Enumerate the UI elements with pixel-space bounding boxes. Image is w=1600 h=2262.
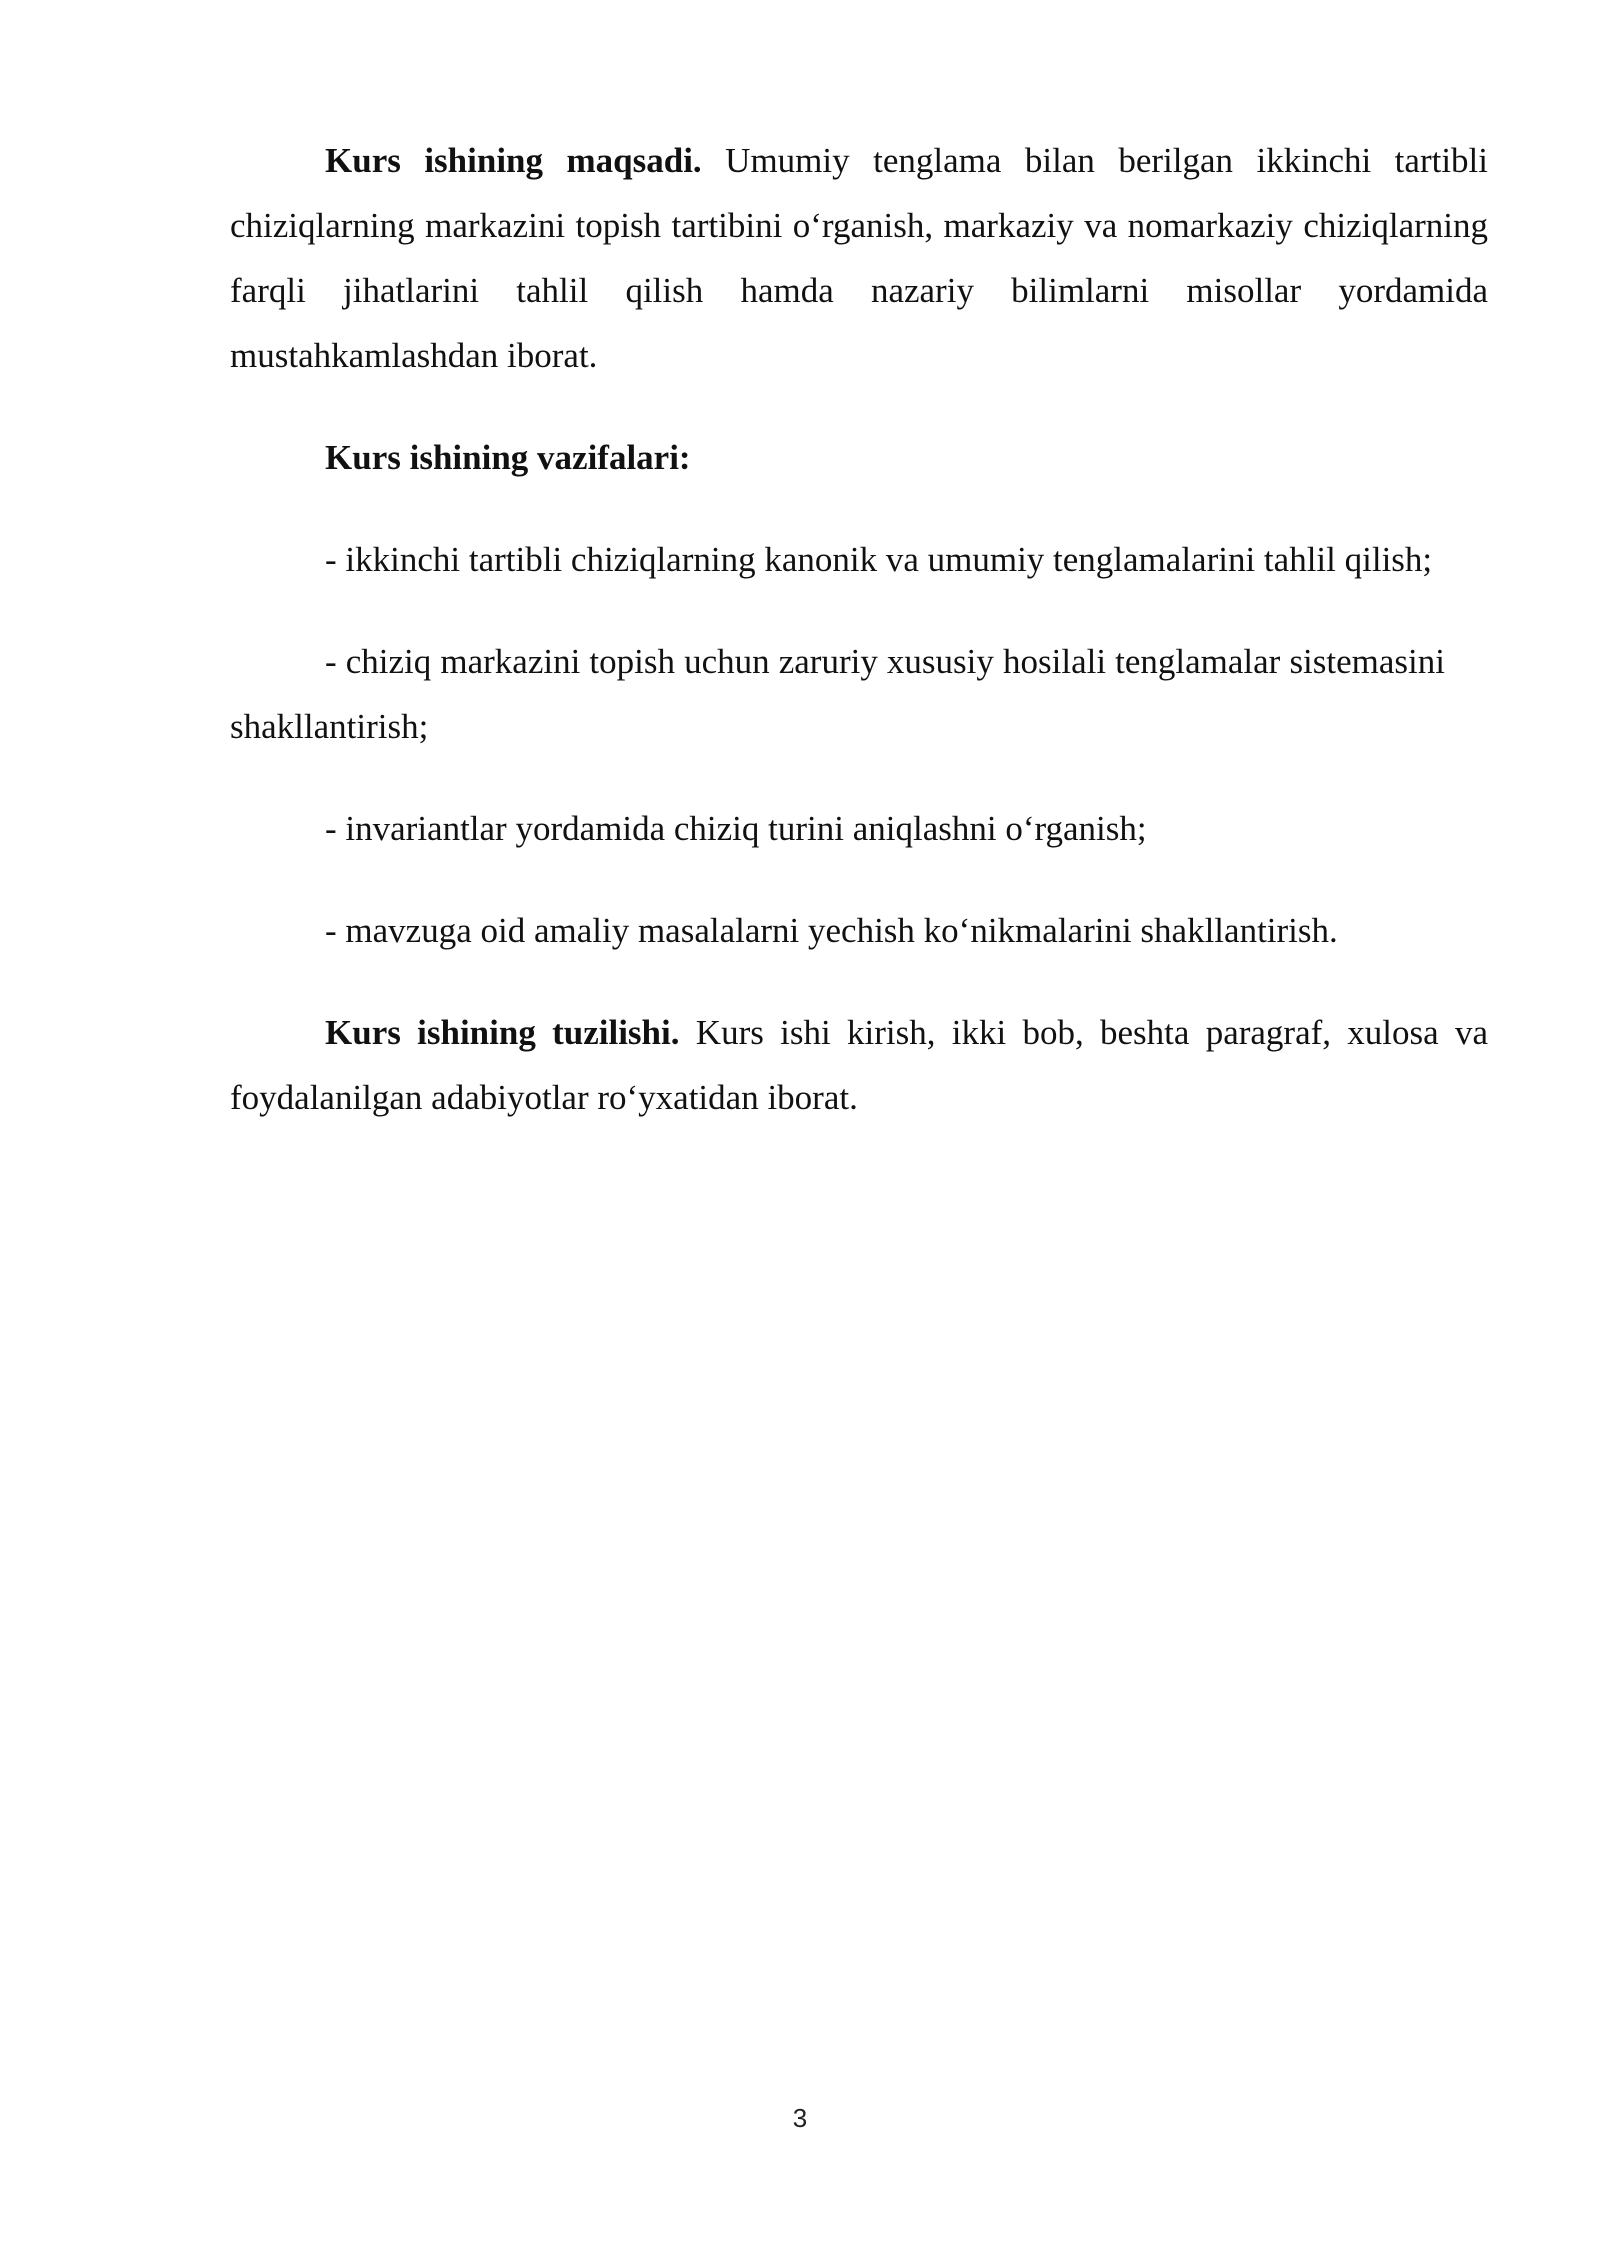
tasks-heading-paragraph <box>230 425 1488 490</box>
structure-paragraph <box>230 1000 1488 1130</box>
structure-heading: Kurs ishining tuzilishi. <box>325 1013 680 1052</box>
task-item: - invariantlar yordamida chiziq turini aniqlashni o‘rganish; <box>325 809 1147 848</box>
tasks-heading: Kurs ishining vazifalari: <box>325 438 691 477</box>
structure-text: Kurs ishi kirish, ikki bob, beshta paragraf, xulosa va foydalanilgan adabiyotlar ro‘yxatidan iborat. <box>230 1013 1489 1117</box>
task-item: - chiziq markazini topish uchun zaruriy xususiy hosilali tenglamalar sistemasini shakllantirish; <box>230 642 1445 746</box>
page-number: 3 <box>792 2103 808 2133</box>
page-body <box>230 128 1488 1130</box>
task-item: - ikkinchi tartibli chiziqlarning kanonik va umumiy tenglamalarini tahlil qilish; <box>325 540 1433 579</box>
task-item: - mavzuga oid amaliy masalalarni yechish ko‘nikmalarini shakllantirish. <box>325 911 1338 950</box>
objective-heading: Kurs ishining maqsadi. <box>325 141 702 180</box>
objective-text: Umumiy tenglama bilan berilgan ikkinchi tartibli chiziqlarning markazini topish tartibini o‘rganish, markaziy va nomarkaziy chiziqlarning farqli jihatlarini tahlil qilish hamda nazariy bilimlarni misollar yordamida mustahkamlashdan iborat. <box>230 141 1488 375</box>
objective-paragraph <box>230 128 1488 388</box>
